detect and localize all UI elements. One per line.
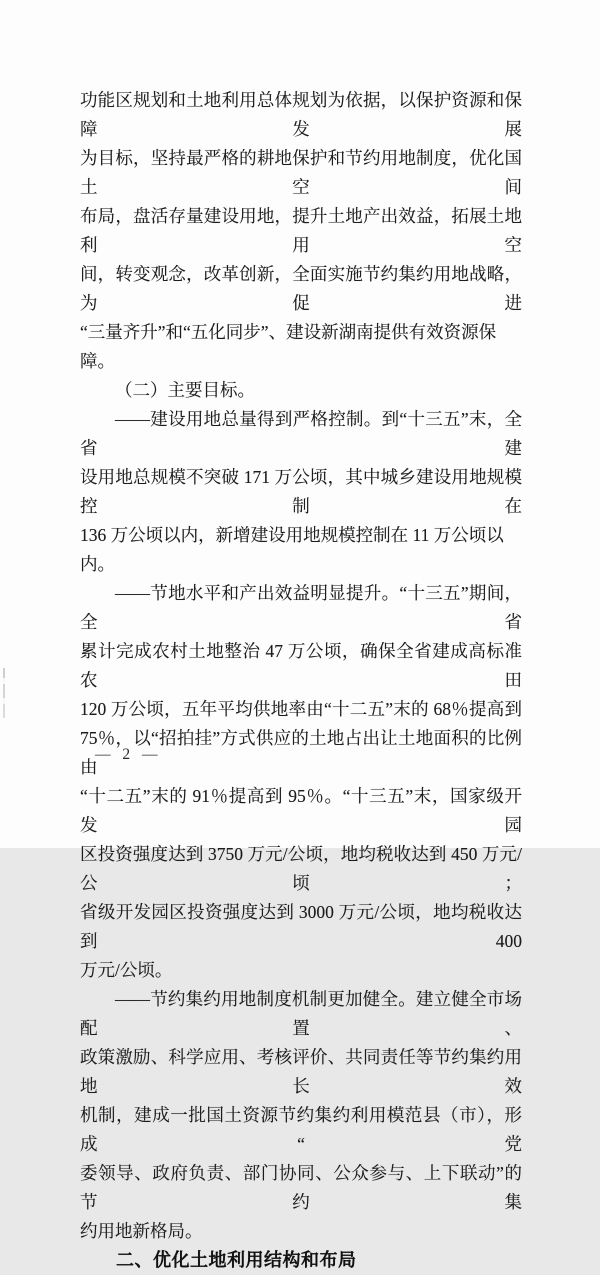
text-line: 功能区规划和土地利用总体规划为依据，以保护资源和保障发展 [80,90,522,139]
text-line: 机制，建成一批国土资源节约集约利用模范县（市），形成“党 [80,1105,522,1154]
text-line: 约用地新格局。 [80,1221,203,1241]
text-line: “三量齐升”和“五化同步”、建设新湖南提供有效资源保障。 [80,322,497,371]
text-line: 政策激励、科学应用、考核评价、共同责任等节约集约用地长效 [80,1047,522,1096]
text-line: ——建设用地总量得到严格控制。到“十三五”末，全省建 [80,409,522,458]
text-line: 设用地总规模不突破 171 万公顷，其中城乡建设用地规模控制在 [80,467,522,516]
text-line: 布局，盘活存量建设用地，提升土地产出效益，拓展土地利用空 [80,206,522,255]
text-line: 区投资强度达到 3750 万元/公顷，地均税收达到 450 万元/公顷； [80,844,522,893]
text-line: ——节约集约用地制度机制更加健全。建立健全市场配置、 [80,989,522,1038]
text-line: 136 万公顷以内，新增建设用地规模控制在 11 万公顷以内。 [80,525,504,574]
text-line: 75％，以“招拍挂”方式供应的土地占出让土地面积的比例由 [80,728,522,777]
text-line: 累计完成农村土地整治 47 万公顷，确保全省建成高标准农田 [80,641,522,690]
text-line: “十二五”末的 91％提高到 95％。“十三五”末，国家级开发园 [80,786,522,835]
scan-edge-artifact [3,668,5,718]
page-number: — 2 — [95,746,162,763]
text-line: （二）主要目标。 [115,380,255,400]
text-line: 委领导、政府负责、部门协同、公众参与、上下联动”的节约集 [80,1163,522,1212]
text-line: 间，转变观念，改革创新，全面实施节约集约用地战略，为促进 [80,264,522,313]
text-line: 为目标，坚持最严格的耕地保护和节约用地制度，优化国土空间 [80,148,522,197]
section-heading: 二、优化土地利用结构和布局 [116,1250,357,1270]
text-line: 省级开发园区投资强度达到 3000 万元/公顷，地均税收达到 400 [80,902,522,951]
text-line: ——节地水平和产出效益明显提升。“十三五”期间，全省 [80,583,522,632]
text-line: 120 万公顷，五年平均供地率由“十二五”末的 68％提高到 [80,699,522,719]
text-block [80,86,522,1275]
text-line: 万元/公顷。 [80,960,173,980]
